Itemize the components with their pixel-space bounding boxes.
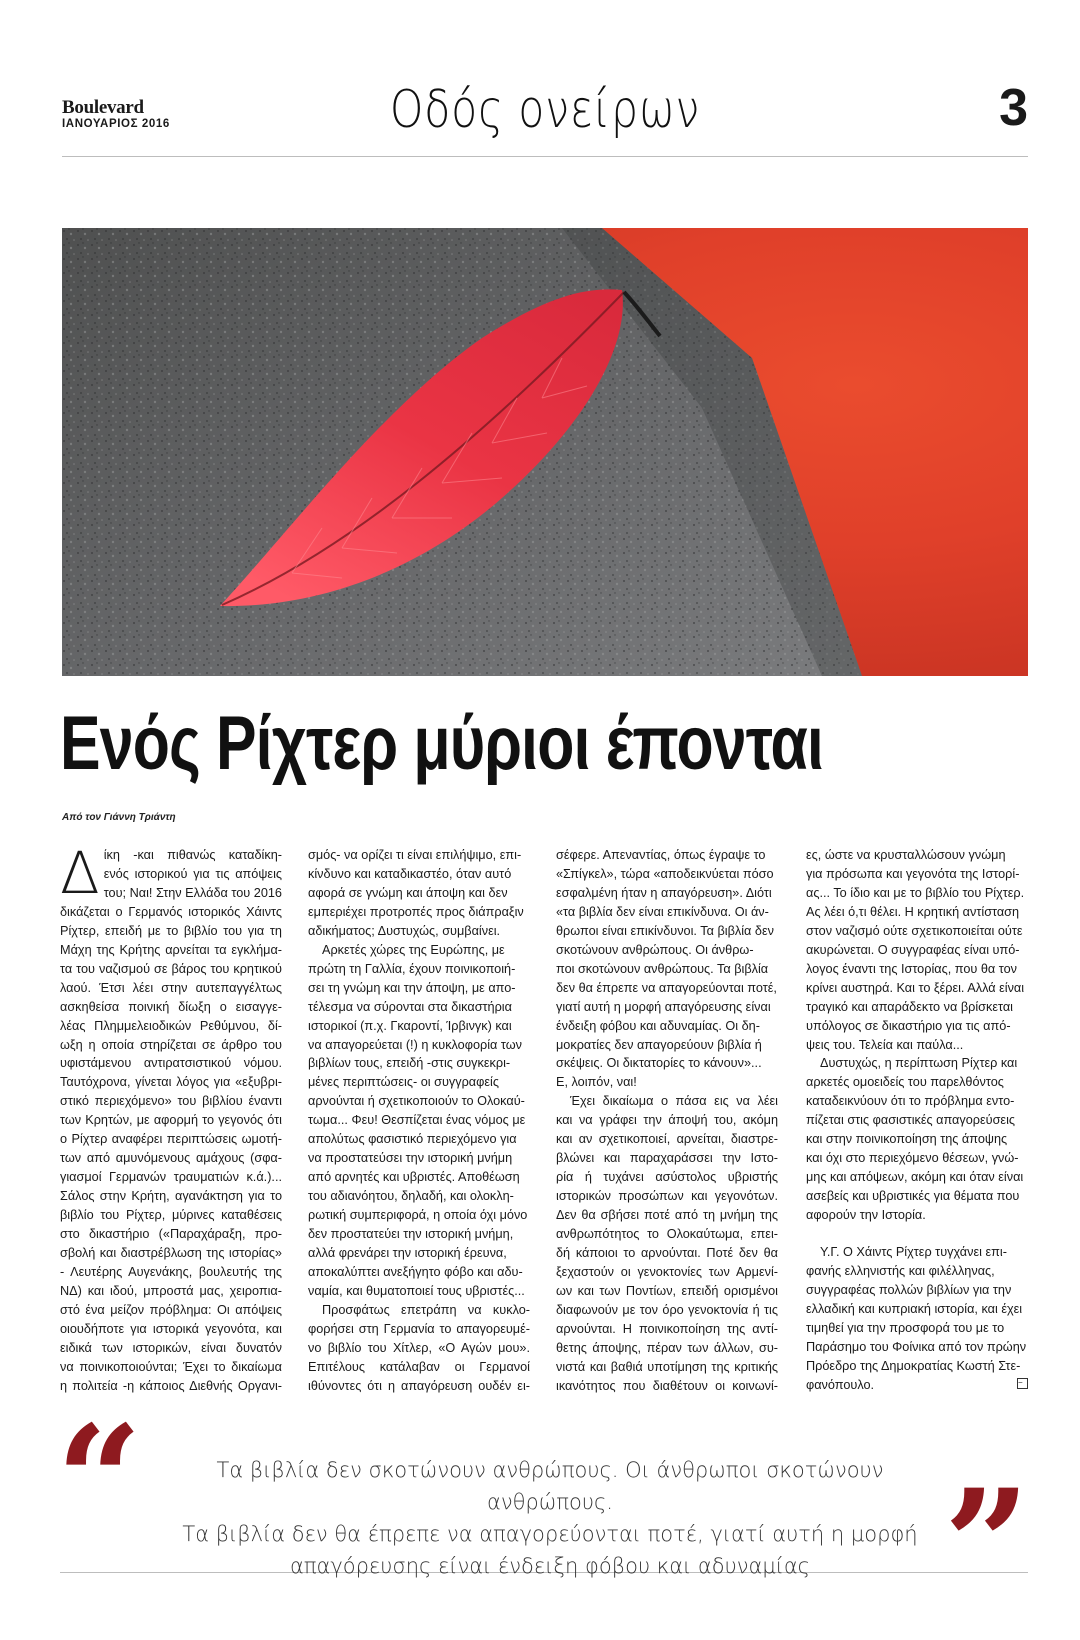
issue-date: ΙΑΝΟΥΑΡΙΟΣ 2016 [62,118,170,130]
section-title: Οδός ονείρων [389,80,701,140]
article-headline: Ενός Ρίχτερ μύριοι έπονται [60,701,824,786]
masthead [62,78,1028,157]
close-quote-icon: ” [943,1457,1030,1633]
paragraph: Προσφάτως επετράπη να κυκλο- φορήσει στη Γερμανία το απαγορευμέ- νο βιβλίο του Χίτλερ, «Ο Αγών μου». Επιτέλους κατάλαβαν οι Γερμανοί ιθύνοντες ότι η απαγόρευση ουδέν ει- [308,1302,530,1393]
pull-quote-line: Τα βιβλία δεν θα έπρεπε να απαγορεύονται ποτέ, γιατί αυτή η μορφή [182,1522,918,1546]
paragraph: Δυστυχώς, η περίπτωση Ρίχτερ και αρκετές ομοειδείς του παρελθόντος καταδεικνύουν ότι το πρόβλημα εντο- πίζεται στις φασιστικές απαγορεύσεις και στην ποινικοποίηση της άποψης και όχι στο περιεχόμενο θέσεων, γνώ- μης και απόψεων, ακόμη και όταν είναι ασεβείς και υβριστικές για θέματα που αφορούν την Ιστορία. [806,1056,1024,1223]
paragraph: ίκη -και πιθανώς καταδίκη- ενός ιστορικού για τις απόψεις του; Ναι! Στην Ελλάδα του 2016 δικάζεται ο Γερμανός ιστορικός Χάιντς Ρίχτερ, επειδή με το βιβλίο του για τη Μάχη της Κρήτης αρνείται τα εγκλήμα- τα του ναζισμού σε βάρος του κρητικού λαού. Έτσι λέει στην αυτεπαγγέλτως ασκηθείσα ποινική δίωξη ο εισαγγε- λέας Πλημμελειοδικών Ρεθύμνου, δί- ωξη η οποία στηρίζεται σε άρθρο του υφιστάμενου αντιρατσιστικού νόμου. Ταυτόχρονα, γίνεται λόγος για «εξυβρι- στικό περιεχόμενο» του βιβλίου έναντι των Κρητών, με αφορμή το γεγονός ότι ο Ρίχτερ αναφέρει περιπτώσεις ωμοτή- των από αμυνόμενους αμάχους (σφα- γιασμοί Γερμανών τραυματιών κ.ά.)... Σάλος στην Κρήτη, αγανάκτηση για το βιβλίο του Ρίχτερ, μύρινες καταθέσεις στο δικαστήριο («Παραχάραξη, προ- σβολή και διαστρέβλωση της ιστορίας» - Λευτέρης Αυγενάκης, βουλευτής της ΝΔ) και ιδού, μπροστά μας, χειροπια- στό ένα μείζον πρόβλημα: Οι απόψεις οιουδήποτε για ιστορικά γεγονότα, και ειδικά των ιστορικών, είναι δυνατόν να ποινικοποιούνται; Έχει το δικαίωμα η πολιτεία -η κάποιος Διεθνής Οργανι- [60,848,282,1393]
pull-quote [56,1393,1030,1633]
postscript: Υ.Γ. Ο Χάιντς Ρίχτερ τυγχάνει επι- φανής ελληνιστής και φιλέλληνας, συγγραφέας πολλών βιβλίων για την ελλαδική και κυπριακή ιστορία, και έχει τιμηθεί για την προσφορά του με το Παράσημο του Φοίνικα από τον πρώην Πρόεδρο της Δημοκρατίας Κωστή Στε- φανόπουλο. [806,1245,1027,1392]
article-body [60,839,1028,1402]
end-of-article-icon: − [1017,1378,1028,1389]
paragraph: σμός- να ορίζει τι είναι επιλήψιμο, επι- κίνδυνο και καταδικαστέο, όταν αυτό αφορά σε γνώμη και άποψη και δεν εμπεριέχει προτροπές προς διάπραξιν αδικήματος; Δυστυχώς, συμβαίνει. [308,848,524,938]
open-quote-icon: “ [56,1393,143,1569]
article-column-3 [556,846,778,1396]
hero-photo [62,228,1028,676]
pull-quote-text [170,1454,930,1582]
article-column-4 [806,846,1028,1395]
red-leaf-photo [62,228,1028,676]
article-column-2 [308,846,530,1396]
byline: Από τον Γιάννη Τριάντη [62,812,176,823]
paragraph: σέφερε. Απεναντίας, όπως έγραψε το «Σπίγκελ», τώρα «αποδεικνύεται πόσο εσφαλμένη ήταν η απαγόρευση». Διότι «τα βιβλία δεν είναι επικίνδυνα. Οι άν- θρωποι είναι επικίνδυνοι. Τα βιβλία δεν σκοτώνουν ανθρώπους. Οι άνθρω- ποι σκοτώνουν ανθρώπους. Τα βιβλία δεν θα έπρεπε να απαγορεύονται ποτέ, γιατί αυτή η μορφή απαγόρευσης είναι ένδειξη φόβου και αδυναμίας. Οι δη- μοκρατίες δεν απαγορεύουν βιβλία ή σκέψεις. Οι δικτατορίες το κάνουν»... Ε, λοιπόν, ναι! [556,848,777,1090]
pull-quote-line: Τα βιβλία δεν σκοτώνουν ανθρώπους. Οι άνθρωποι σκοτώνουν ανθρώπους. [216,1458,884,1514]
page-number: 3 [999,79,1028,137]
brand-name: Boulevard [62,97,144,118]
paragraph: Έχει δικαίωμα ο πάσα εις να λέει και να γράφει την άποψή του, ακόμη και αν σχετικοποιεί, αρνείται, διαστρε- βλώνει και παραχαράσσει την Ιστο- ρία ή τυχάνει ασύστολος υβριστής ιστορικών προσώπων και γεγονότων. Δεν θα σβήσει ποτέ από τη μνήμη της ανθρωπότητος το Ολοκαύτωμα, επει- δή κάποιοι το αρνούνται. Ποτέ δεν θα ξεχαστούν οι γενοκτονίες των Αρμενί- ων και των Ποντίων, επειδή ορισμένοι διαφωνούν με τον όρο γενοκτονία ή τις αρνούνται. Η ποινικοποίηση της αντί- θετης άποψης, πέραν των άλλων, συ- νιστά και βαθιά υποτίμηση της κριτικής ικανότητος που διαθέτουν οι κοινωνί- [556,1094,778,1393]
drop-cap: Δ [60,839,100,907]
paragraph: Αρκετές χώρες της Ευρώπης, με πρώτη τη Γαλλία, έχουν ποινικοποιή- σει τη γνώμη και την άποψη, με απο- τέλεσμα να σύρονται στα δικαστήρια ιστορικοί (π.χ. Γκαροντί, Ίρβινγκ) και να απαγορεύεται (!) η κυκλοφορία των βιβλίων τους, επειδή -στις συγκεκρι- μένες περιπτώσεις- οι συγγραφείς αρνούνται ή σχετικοποιούν το Ολοκαύ- τωμα... Φευ! Θεσπίζεται ένας νόμος με απολύτως φασιστικό περιεχόμενο για να προστατεύσει την ιστορική μνήμη από αρνητές και υβριστές. Αποθέωση του αδιανόητου, δηλαδή, και ολοκλη- ρωτική συμπεριφορά, η οποία όχι μόνο δεν προστατεύει την ιστορική μνήμη, αλλά φρενάρει την ιστορική έρευνα, αποκαλύπτει ανεξήγητο φόβο και αδυ- ναμία, και θυματοποιεί τους υβριστές... [308,942,528,1298]
paragraph: ες, ώστε να κρυσταλλώσουν γνώμη για πρόσωπα και γεγονότα της Ιστορί- ας... Το ίδιο και με το βιβλίο του Ρίχτερ. Ας λέει ό,τι θέλει. Η κρητική αντίσταση στον ναζισμό ούτε σχετικοποιείται ούτε ακυρώνεται. Ο συγγραφέας είναι υπό- λογος έναντι της Ιστορίας, που θα τον κρίνει αυστηρά. Και το ξέρει. Αλλά είναι τραγικό και απαράδεκτο να βρίσκεται υπόλογος σε δικαστήριο για τις από- ψεις του. Τελεία και παύλα... [806,848,1025,1052]
pull-quote-line: απαγόρευσης είναι ένδειξη φόβου και αδυναμίας [290,1554,810,1578]
article-column-1 [60,839,282,1396]
paragraph-gap [806,1225,1028,1243]
